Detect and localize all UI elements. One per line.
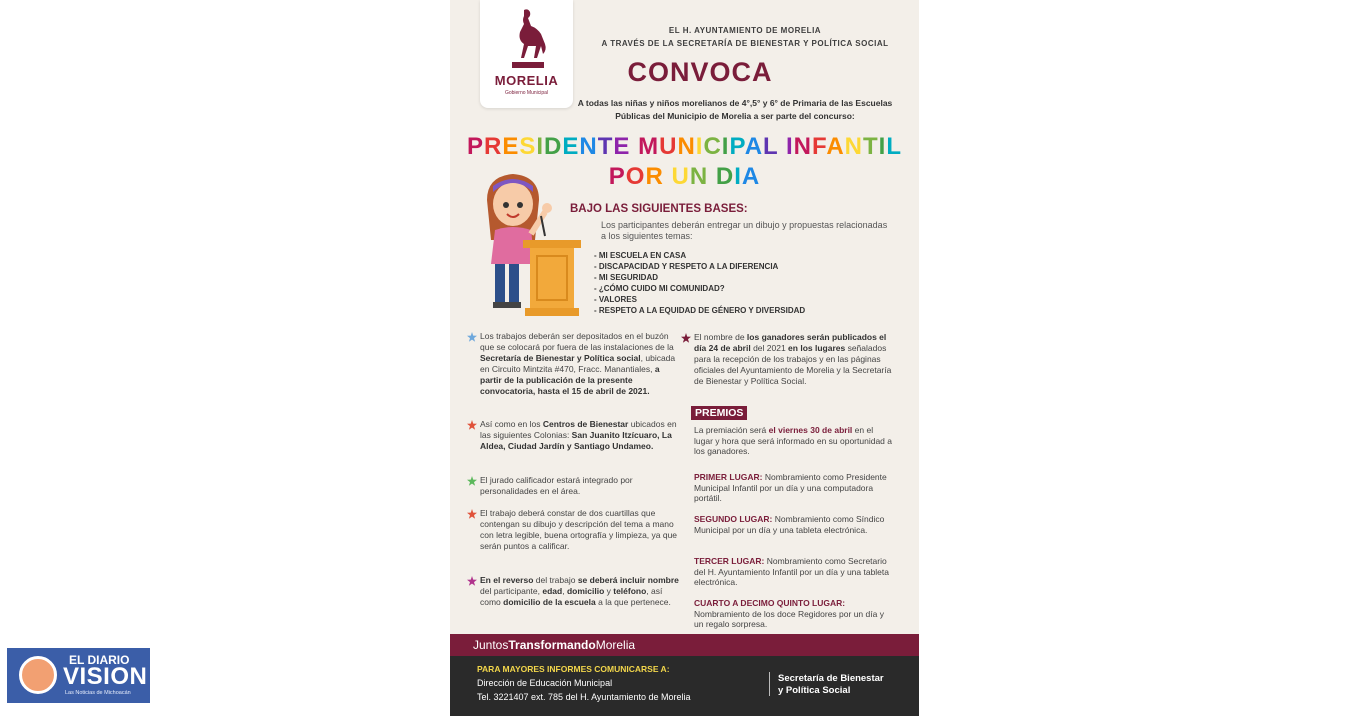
title-letter: I — [721, 133, 730, 160]
slogan-band — [450, 634, 919, 656]
text-run: del trabajo — [533, 575, 578, 585]
convoca-heading: CONVOCA — [627, 57, 773, 87]
text-run: a partir de la publicación de la presente convocatoria, hasta el 15 de abril de 2021. — [480, 364, 660, 396]
prize-label: PRIMER LUGAR: — [694, 472, 763, 482]
prize-item — [694, 556, 894, 588]
intro-text: A todas las niñas y niños morelianos de 4°,5° y 6° de Primaria de las Escuelas Públicas del Municipio de Morelia a ser parte del concurso: — [577, 98, 893, 121]
girl-at-podium-illustration — [475, 170, 590, 318]
title-letter: I — [536, 133, 545, 160]
text-run: domicilio — [566, 586, 605, 596]
title-letter: N — [689, 163, 709, 190]
topic-item: - MI SEGURIDAD — [594, 273, 658, 283]
rule-item — [480, 419, 680, 452]
prize-item — [694, 514, 894, 535]
rule-item — [480, 331, 680, 397]
topic-item: - MI ESCUELA EN CASA — [594, 251, 687, 260]
text-run: , así como — [480, 586, 663, 607]
star-bullet-icon — [467, 476, 477, 486]
equestrian-statue-icon — [502, 6, 552, 70]
logo-subtitle: Gobierno Municipal — [504, 90, 549, 96]
text-run: En el reverso — [480, 575, 534, 585]
text-run: La premiación será — [694, 425, 769, 435]
title-letter: I — [695, 133, 704, 160]
prize-item — [694, 472, 894, 504]
diario-line-2: VISION — [63, 663, 148, 690]
bases-heading: BAJO LAS SIGUIENTES BASES: — [570, 203, 748, 215]
title-letter: P — [608, 163, 626, 190]
title-letter — [630, 133, 638, 160]
rule-item — [480, 475, 680, 497]
footer-divider — [769, 672, 770, 696]
text-run: en el lugar y hora que será informado en su oportunidad a los ganadores. — [694, 425, 892, 456]
premios-intro — [694, 425, 894, 457]
title-letter: R — [645, 163, 664, 190]
slogan-part-3: Morelia — [595, 638, 636, 652]
diario-line-3: Las Noticias de Michoacán — [65, 690, 131, 696]
premios-heading: PREMIOS — [691, 406, 747, 420]
title-letter: R — [483, 133, 503, 160]
title-letter: I — [785, 133, 794, 160]
title-letter: A — [826, 133, 845, 160]
title-letter: M — [638, 133, 660, 160]
footer-phone: Tel. 3221407 ext. 785 del H. Ayuntamiento de Morelia — [477, 692, 691, 702]
rule-item — [480, 575, 680, 608]
contest-title-line-1 — [450, 133, 919, 161]
text-run: edad — [542, 586, 563, 596]
title-letter: D — [544, 133, 563, 160]
title-letter: N — [844, 133, 863, 160]
poster — [450, 0, 919, 716]
bases-intro: Los participantes deberán entregar un dibujo y propuestas relacionadas a los siguientes temas: — [601, 220, 888, 241]
title-letter: I — [878, 133, 887, 160]
text-run: ubicados en las siguientes Colonias: — [480, 419, 677, 440]
star-bullet-icon — [467, 420, 477, 430]
title-letter: T — [863, 133, 879, 160]
title-letter: L — [763, 133, 779, 160]
footer-secretaria-line-1: Secretaría de Bienestar — [778, 673, 884, 684]
text-run: y — [604, 586, 614, 596]
title-letter: N — [677, 133, 696, 160]
topic-item: - VALORES — [594, 295, 637, 305]
prize-description: Nombramiento como Síndico Municipal por un día y una tableta electrónica. — [694, 514, 885, 535]
text-run: El trabajo deberá constar de dos cuartillas que contengan su dibujo y descripción del tema a mano con letra legible, buena ortografía y limpieza, ya que serán puntos a calificar. — [480, 508, 678, 551]
footer-info-heading: PARA MAYORES INFORMES COMUNICARSE A: — [477, 664, 670, 674]
prize-description: Nombramiento como Secretario del H. Ayuntamiento Infantil por un día y una tableta electrónica. — [694, 556, 890, 587]
topic-item: - DISCAPACIDAD Y RESPETO A LA DIFERENCIA — [594, 262, 779, 272]
prize-label: SEGUNDO LUGAR: — [694, 514, 773, 524]
slogan-part-2: Transformando — [508, 638, 596, 652]
star-bullet-icon — [467, 576, 477, 586]
text-run: Así como en los — [480, 419, 543, 429]
text-run: domicilio de la escuela — [503, 597, 596, 607]
text-run: San Juanito Itzícuaro, La Aldea, Ciudad Jardín y Santiago Undameo. — [480, 430, 672, 451]
text-run: teléfono — [613, 586, 647, 596]
title-letter: I — [734, 163, 742, 190]
title-letter: A — [741, 163, 761, 190]
text-run: a la que pertenece. — [595, 597, 671, 607]
winners-announcement — [694, 332, 894, 387]
title-letter: O — [625, 163, 646, 190]
title-letter: E — [502, 133, 520, 160]
footer-secretaria — [778, 673, 884, 697]
star-bullet-icon — [467, 509, 477, 519]
title-letter: A — [744, 133, 764, 160]
text-run: , ubicada en Circuito Mintzita #470, Fracc. Manantiales, — [480, 353, 676, 374]
topics-list — [594, 250, 805, 317]
title-letter: N — [793, 133, 812, 160]
text-run: señalados para la recepción de los trabajos y en las páginas oficiales del Ayuntamiento de Morelia y la Secretaría de Bienestar y Política Social. — [694, 343, 892, 386]
header-line-1: EL H. AYUNTAMIENTO DE MORELIA — [668, 26, 822, 35]
title-letter: U — [671, 163, 690, 190]
title-letter: L — [886, 133, 903, 160]
prize-description: Nombramiento de los doce Regidores por un día y un regalo sorpresa. — [694, 608, 884, 629]
el-diario-vision-logo — [7, 648, 150, 703]
diario-circle-icon — [19, 656, 57, 694]
title-letter: P — [729, 133, 745, 160]
footer-secretaria-line-2: y Política Social — [778, 685, 851, 696]
title-letter: D — [715, 163, 735, 190]
star-bullet-icon — [681, 333, 691, 343]
title-letter: S — [519, 133, 537, 160]
title-letter: F — [811, 133, 827, 160]
text-run: del participante, — [480, 586, 543, 596]
topic-item: - ¿CÓMO CUIDO MI COMUNIDAD? — [594, 284, 725, 294]
text-run: Centros de Bienestar — [542, 419, 629, 429]
title-letter: N — [579, 133, 598, 160]
text-run: El nombre de — [694, 332, 747, 342]
text-run: del 2021 — [750, 343, 789, 353]
topic-item: - RESPETO A LA EQUIDAD DE GÉNERO Y DIVERSIDAD — [594, 306, 806, 316]
header-line-2: A TRAVÉS DE LA SECRETARÍA DE BIENESTAR Y POLÍTICA SOCIAL — [601, 39, 889, 48]
morelia-logo — [480, 0, 573, 108]
text-run: Los trabajos deberán ser depositados en el buzón que se colocará por fuera de las instalaciones de la — [480, 331, 674, 352]
title-letter: P — [466, 133, 484, 160]
title-letter: C — [703, 133, 722, 160]
text-run: en los lugares — [788, 343, 846, 353]
slogan-part-1: Juntos — [473, 638, 509, 652]
prize-description: Nombramiento como Presidente Municipal Infantil por un día y una computadora portátil. — [694, 472, 887, 503]
footer-department: Dirección de Educación Municipal — [477, 678, 613, 688]
footer — [450, 656, 919, 716]
prize-label: TERCER LUGAR: — [694, 556, 765, 566]
diario-line-1: EL DIARIO — [69, 653, 130, 667]
rule-item — [480, 508, 680, 552]
prize-item — [694, 598, 894, 630]
text-run: se deberá incluir nombre — [577, 575, 679, 585]
star-bullet-icon — [467, 332, 477, 342]
prize-label: CUARTO A DECIMO QUINTO LUGAR: — [694, 598, 846, 608]
text-run: el viernes 30 de abril — [768, 425, 853, 435]
text-run: Secretaría de Bienestar y Política social — [480, 353, 641, 363]
logo-name: MORELIA — [494, 73, 559, 88]
title-letter: E — [562, 133, 580, 160]
title-letter — [778, 133, 786, 160]
title-letter — [708, 163, 716, 190]
text-run: los ganadores serán publicados el día 24 de abril — [694, 332, 887, 353]
text-run: El jurado calificador estará integrado por personalidades en el área. — [480, 475, 633, 496]
title-letter: E — [613, 133, 631, 160]
title-letter: T — [597, 133, 614, 160]
title-letter: U — [659, 133, 678, 160]
text-run: , — [562, 586, 567, 596]
